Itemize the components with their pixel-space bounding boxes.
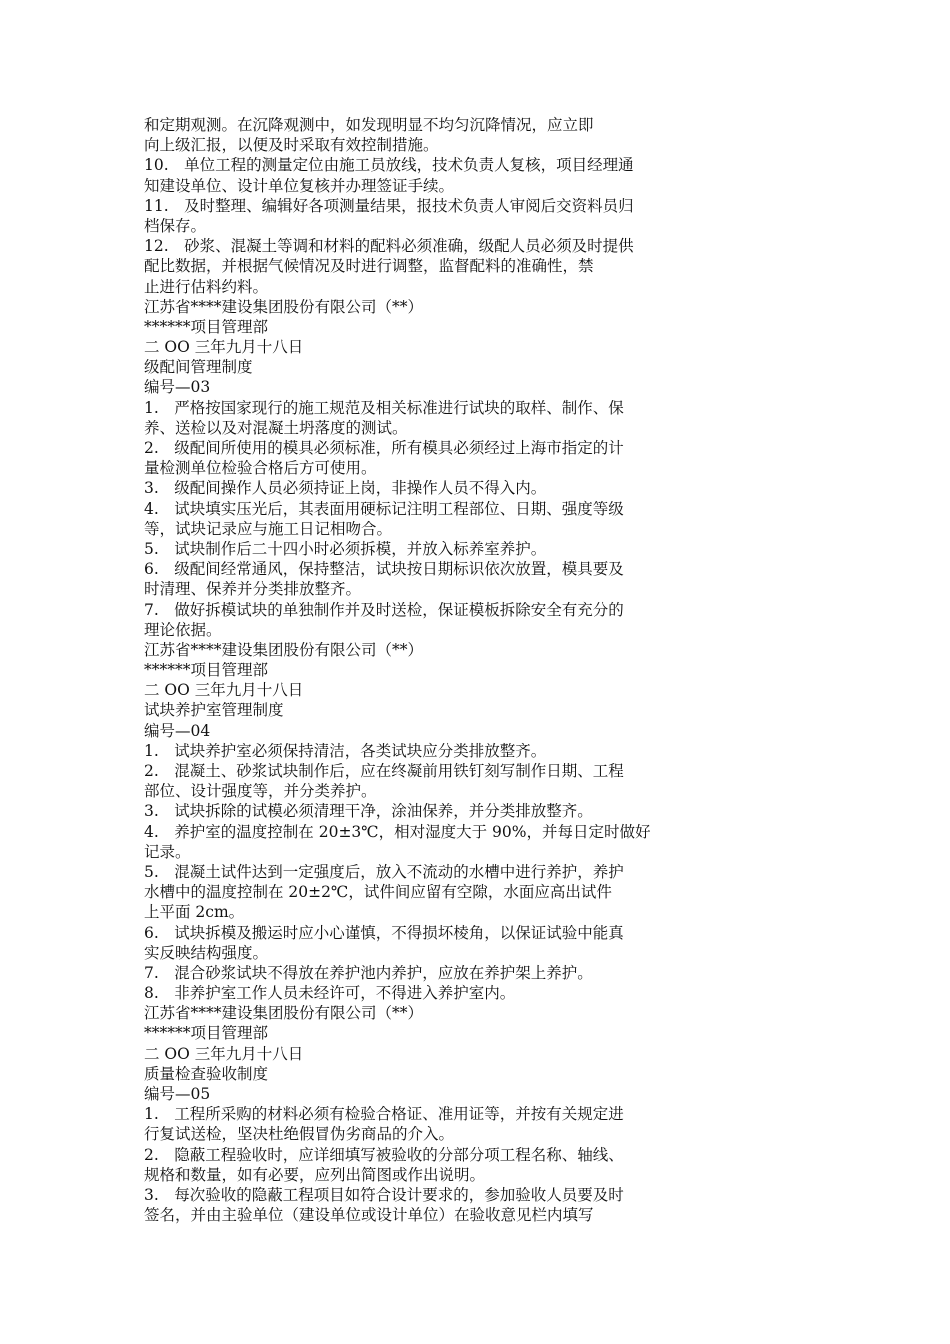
- text-line: 时清理、保养并分类排放整齐。: [144, 580, 362, 599]
- text-line: 行复试送检，坚决杜绝假冒伪劣商品的介入。: [144, 1125, 455, 1144]
- text-line: 二 OO 三年九月十八日: [144, 1044, 304, 1063]
- text-line: 养、送检以及对混凝土坍落度的测试。: [144, 418, 408, 437]
- text-line: 3. 每次验收的隐蔽工程项目如符合设计要求的，参加验收人员要及时: [144, 1185, 624, 1204]
- text-line: 编号—04: [144, 721, 211, 740]
- text-line: 上平面 2cm。: [144, 903, 245, 922]
- text-line: ******项目管理部: [144, 1024, 269, 1043]
- text-line: 6. 试块拆模及搬运时应小心谨慎，不得损坏棱角，以保证试验中能真: [144, 923, 624, 942]
- document-body: [144, 115, 684, 1225]
- text-line: 量检测单位检验合格后方可使用。: [144, 459, 377, 478]
- text-line: ******项目管理部: [144, 317, 269, 336]
- text-line: 5. 试块制作后二十四小时必须拆模，并放入标养室养护。: [144, 539, 547, 558]
- text-line: 4. 试块填实压光后，其表面用硬标记注明工程部位、日期、强度等级: [144, 499, 624, 518]
- text-line: 记录。: [144, 842, 191, 861]
- text-line: 实反映结构强度。: [144, 943, 269, 962]
- text-line: ******项目管理部: [144, 661, 269, 680]
- text-line: 档保存。: [144, 216, 207, 235]
- text-line: 配比数据，并根据气候情况及时进行调整，监督配料的准确性，禁: [144, 257, 594, 276]
- text-line: 8. 非养护室工作人员未经许可，不得进入养护室内。: [144, 984, 516, 1003]
- text-line: 水槽中的温度控制在 20±2℃，试件间应留有空隙，水面应高出试件: [144, 883, 612, 902]
- text-line: 3. 试块拆除的试模必须清理干净，涂油保养，并分类排放整齐。: [144, 802, 593, 821]
- text-line: 11. 及时整理、编辑好各项测量结果，报技术负责人审阅后交资料员归: [144, 196, 634, 215]
- text-line: 10. 单位工程的测量定位由施工员放线，技术负责人复核，项目经理通: [144, 156, 634, 175]
- text-line: 江苏省****建设集团股份有限公司（**）: [144, 297, 424, 316]
- text-line: 规格和数量，如有必要，应列出简图或作出说明。: [144, 1165, 486, 1184]
- text-line: 二 OO 三年九月十八日: [144, 681, 304, 700]
- text-line: 1. 严格按国家现行的施工规范及相关标准进行试块的取样、制作、保: [144, 398, 624, 417]
- text-line: 2. 混凝土、砂浆试块制作后，应在终凝前用铁钉刻写制作日期、工程: [144, 762, 624, 780]
- text-line: 和定期观测。在沉降观测中，如发现明显不均匀沉降情况，应立即: [144, 116, 594, 134]
- text-line: 1. 工程所采购的材料必须有检验合格证、准用证等，并按有关规定进: [144, 1105, 624, 1124]
- text-line: 2. 隐蔽工程验收时，应详细填写被验收的分部分项工程名称、轴线、: [144, 1145, 624, 1164]
- text-line: 7. 混合砂浆试块不得放在养护池内养护，应放在养护架上养护。: [144, 963, 593, 982]
- text-line: 止进行估料约料。: [144, 277, 269, 296]
- text-line: 质量检查验收制度: [144, 1064, 269, 1083]
- text-line: 6. 级配间经常通风，保持整洁，试块按日期标识依次放置，模具要及: [144, 560, 624, 579]
- text-line: 试块养护室管理制度: [144, 701, 284, 720]
- text-line: 知建设单位、设计单位复核并办理签证手续。: [144, 176, 455, 195]
- text-line: 江苏省****建设集团股份有限公司（**）: [144, 1004, 424, 1023]
- text-line: 4. 养护室的温度控制在 20±3℃，相对湿度大于 90%，并每日定时做好: [144, 822, 651, 841]
- text-line: 2. 级配间所使用的模具必须标准，所有模具必须经过上海市指定的计: [144, 439, 624, 457]
- text-line: 12. 砂浆、混凝土等调和材料的配料必须准确，级配人员必须及时提供: [144, 237, 634, 256]
- text-line: 江苏省****建设集团股份有限公司（**）: [144, 640, 424, 659]
- text-line: 向上级汇报，以便及时采取有效控制措施。: [144, 136, 439, 155]
- text-line: 等，试块记录应与施工日记相吻合。: [144, 519, 393, 538]
- text-line: 级配间管理制度: [144, 358, 253, 377]
- text-line: 部位、设计强度等，并分类养护。: [144, 782, 377, 801]
- text-line: 理论依据。: [144, 620, 222, 639]
- text-line: 二 OO 三年九月十八日: [144, 338, 304, 357]
- text-line: 3. 级配间操作人员必须持证上岗，非操作人员不得入内。: [144, 479, 547, 498]
- text-line: 1. 试块养护室必须保持清洁，各类试块应分类排放整齐。: [144, 741, 547, 760]
- text-line: 编号—05: [144, 1085, 211, 1103]
- text-line: 7. 做好拆模试块的单独制作并及时送检，保证模板拆除安全有充分的: [144, 600, 624, 619]
- text-line: 5. 混凝土试件达到一定强度后，放入不流动的水槽中进行养护，养护: [144, 862, 624, 881]
- text-line: 签名，并由主验单位（建设单位或设计单位）在验收意见栏内填写: [144, 1206, 594, 1225]
- text-line: 编号—03: [144, 378, 211, 397]
